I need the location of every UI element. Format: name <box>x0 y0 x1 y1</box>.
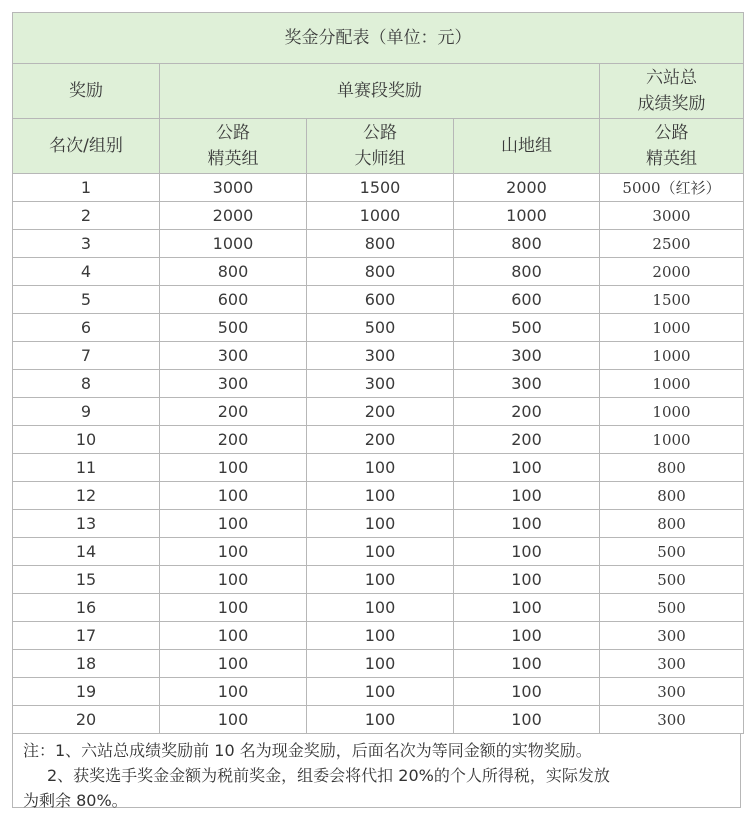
cell-road-master: 100 <box>307 622 454 650</box>
cell-rank: 19 <box>13 678 160 706</box>
cell-rank: 16 <box>13 594 160 622</box>
cell-road-elite: 100 <box>160 538 307 566</box>
header-road-master-line2: 大师组 <box>354 149 406 169</box>
table-row <box>13 594 744 622</box>
cell-rank: 9 <box>13 398 160 426</box>
table-row <box>13 678 744 706</box>
cell-road-elite: 2000 <box>160 202 307 230</box>
cell-mountain: 100 <box>454 510 600 538</box>
note-line1: 注：1、六站总成绩奖励前 10 名为现金奖励，后面名次为等同金额的实物奖励。 <box>23 741 592 760</box>
header-total-road-line1: 公路 <box>654 123 689 143</box>
cell-rank: 11 <box>13 454 160 482</box>
cell-road-master: 100 <box>307 706 454 734</box>
cell-road-elite: 300 <box>160 370 307 398</box>
cell-rank: 7 <box>13 342 160 370</box>
note-line2: 2、获奖选手奖金金额为税前奖金，组委会将代扣 20%的个人所得税，实际发放 <box>47 766 610 785</box>
cell-road-elite: 500 <box>160 314 307 342</box>
note-line3: 为剩余 80%。 <box>23 791 128 810</box>
cell-road-master: 100 <box>307 678 454 706</box>
cell-total: 2500 <box>600 230 744 258</box>
cell-mountain: 600 <box>454 286 600 314</box>
table-row <box>13 314 744 342</box>
header-road-elite-line1: 公路 <box>216 123 250 143</box>
table-row <box>13 174 744 202</box>
cell-total: 1000 <box>600 314 744 342</box>
cell-road-master: 800 <box>307 258 454 286</box>
cell-road-master: 1500 <box>307 174 454 202</box>
cell-road-elite: 100 <box>160 482 307 510</box>
header-total <box>600 64 744 119</box>
cell-road-master: 100 <box>307 566 454 594</box>
cell-road-elite: 3000 <box>160 174 307 202</box>
cell-total: 5000（红衫） <box>600 174 744 202</box>
table-row <box>13 650 744 678</box>
cell-road-elite: 100 <box>160 510 307 538</box>
cell-total: 800 <box>600 454 744 482</box>
cell-rank: 20 <box>13 706 160 734</box>
cell-total: 1000 <box>600 398 744 426</box>
cell-rank: 8 <box>13 370 160 398</box>
table-row <box>13 566 744 594</box>
cell-rank: 4 <box>13 258 160 286</box>
header-single-stage: 单赛段奖励 <box>160 64 600 119</box>
cell-road-master: 500 <box>307 314 454 342</box>
cell-road-elite: 100 <box>160 622 307 650</box>
prize-distribution-sheet <box>12 12 743 808</box>
cell-road-master: 600 <box>307 286 454 314</box>
cell-mountain: 200 <box>454 398 600 426</box>
table-row <box>13 706 744 734</box>
cell-road-elite: 100 <box>160 706 307 734</box>
cell-total: 300 <box>600 706 744 734</box>
cell-total: 800 <box>600 482 744 510</box>
cell-mountain: 800 <box>454 230 600 258</box>
cell-road-master: 1000 <box>307 202 454 230</box>
cell-rank: 1 <box>13 174 160 202</box>
cell-road-master: 100 <box>307 650 454 678</box>
cell-mountain: 100 <box>454 482 600 510</box>
cell-mountain: 100 <box>454 594 600 622</box>
cell-mountain: 100 <box>454 706 600 734</box>
table-row <box>13 482 744 510</box>
header-road-elite-line2: 精英组 <box>207 149 259 169</box>
cell-mountain: 100 <box>454 454 600 482</box>
header-road-master-line1: 公路 <box>363 123 397 143</box>
header-total-line2: 成绩奖励 <box>637 94 706 114</box>
cell-rank: 10 <box>13 426 160 454</box>
cell-rank: 15 <box>13 566 160 594</box>
table-row <box>13 202 744 230</box>
cell-road-elite: 1000 <box>160 230 307 258</box>
cell-mountain: 100 <box>454 650 600 678</box>
prize-table <box>12 12 744 734</box>
cell-road-elite: 800 <box>160 258 307 286</box>
cell-mountain: 200 <box>454 426 600 454</box>
cell-road-elite: 100 <box>160 566 307 594</box>
header-mountain: 山地组 <box>454 119 600 174</box>
cell-rank: 3 <box>13 230 160 258</box>
table-row <box>13 538 744 566</box>
cell-total: 500 <box>600 538 744 566</box>
cell-road-elite: 200 <box>160 398 307 426</box>
header-total-line1: 六站总 <box>646 68 698 88</box>
cell-mountain: 300 <box>454 342 600 370</box>
cell-road-master: 800 <box>307 230 454 258</box>
table-row <box>13 398 744 426</box>
header-total-road-elite <box>600 119 744 174</box>
table-row <box>13 510 744 538</box>
cell-mountain: 100 <box>454 538 600 566</box>
header-total-road-line2: 精英组 <box>646 149 698 169</box>
cell-mountain: 500 <box>454 314 600 342</box>
table-row <box>13 370 744 398</box>
cell-mountain: 800 <box>454 258 600 286</box>
cell-total: 300 <box>600 650 744 678</box>
cell-mountain: 100 <box>454 566 600 594</box>
cell-total: 300 <box>600 622 744 650</box>
cell-road-elite: 100 <box>160 594 307 622</box>
cell-road-master: 200 <box>307 398 454 426</box>
cell-total: 1500 <box>600 286 744 314</box>
cell-road-master: 100 <box>307 454 454 482</box>
cell-road-elite: 100 <box>160 678 307 706</box>
table-row <box>13 258 744 286</box>
header-rank-group: 名次/组别 <box>13 119 160 174</box>
table-row <box>13 230 744 258</box>
cell-rank: 18 <box>13 650 160 678</box>
header-road-master <box>307 119 454 174</box>
notes <box>12 734 741 808</box>
cell-rank: 2 <box>13 202 160 230</box>
cell-road-master: 200 <box>307 426 454 454</box>
cell-road-elite: 300 <box>160 342 307 370</box>
cell-mountain: 300 <box>454 370 600 398</box>
cell-mountain: 1000 <box>454 202 600 230</box>
cell-road-master: 300 <box>307 370 454 398</box>
cell-mountain: 100 <box>454 678 600 706</box>
cell-road-master: 100 <box>307 482 454 510</box>
cell-total: 300 <box>600 678 744 706</box>
cell-road-master: 300 <box>307 342 454 370</box>
cell-total: 1000 <box>600 342 744 370</box>
cell-rank: 5 <box>13 286 160 314</box>
cell-road-master: 100 <box>307 594 454 622</box>
cell-mountain: 2000 <box>454 174 600 202</box>
table-title: 奖金分配表（单位：元） <box>13 13 744 64</box>
cell-rank: 13 <box>13 510 160 538</box>
cell-total: 1000 <box>600 426 744 454</box>
cell-road-elite: 100 <box>160 650 307 678</box>
cell-mountain: 100 <box>454 622 600 650</box>
cell-total: 2000 <box>600 258 744 286</box>
header-award: 奖励 <box>13 64 160 119</box>
cell-total: 500 <box>600 594 744 622</box>
table-row <box>13 454 744 482</box>
cell-rank: 6 <box>13 314 160 342</box>
cell-road-master: 100 <box>307 538 454 566</box>
cell-rank: 17 <box>13 622 160 650</box>
cell-total: 1000 <box>600 370 744 398</box>
cell-road-master: 100 <box>307 510 454 538</box>
cell-rank: 12 <box>13 482 160 510</box>
cell-rank: 14 <box>13 538 160 566</box>
cell-total: 3000 <box>600 202 744 230</box>
cell-road-elite: 200 <box>160 426 307 454</box>
table-row <box>13 342 744 370</box>
header-road-elite <box>160 119 307 174</box>
cell-road-elite: 600 <box>160 286 307 314</box>
table-row <box>13 286 744 314</box>
cell-total: 800 <box>600 510 744 538</box>
cell-total: 500 <box>600 566 744 594</box>
cell-road-elite: 100 <box>160 454 307 482</box>
table-row <box>13 622 744 650</box>
table-row <box>13 426 744 454</box>
